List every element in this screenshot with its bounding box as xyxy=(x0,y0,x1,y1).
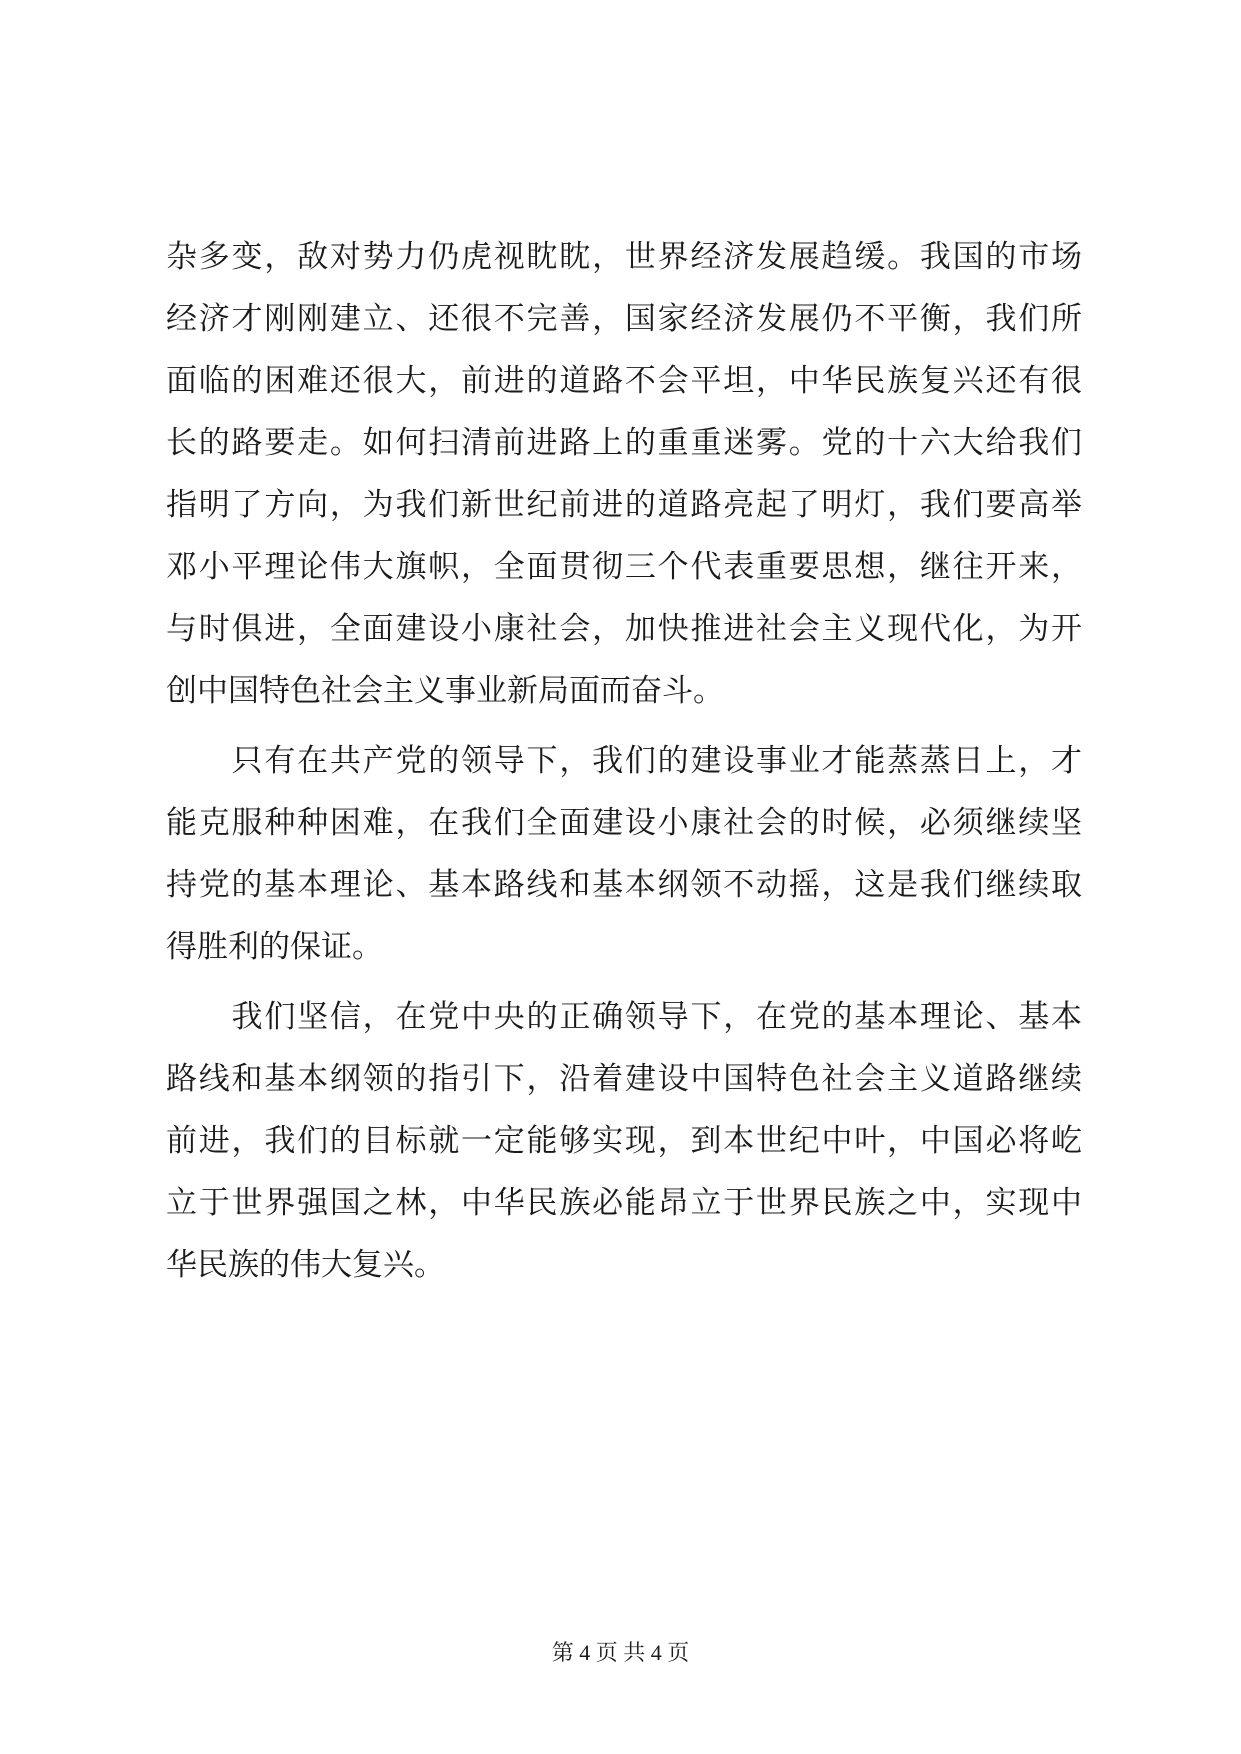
paragraph xyxy=(166,730,1082,978)
text-line: 前进，我们的目标就一定能够实现，到本世纪中叶，中国必将屹 xyxy=(166,1123,1082,1159)
text-line: 路线和基本纲领的指引下，沿着建设中国特色社会主义道路继续 xyxy=(166,1061,1082,1097)
paragraph-spacer xyxy=(166,978,1082,986)
text-line: 得胜利的保证。 xyxy=(166,929,383,965)
text-line: 能克服种种困难，在我们全面建设小康社会的时候，必须继续坚 xyxy=(166,805,1082,841)
text-line: 立于世界强国之林，中华民族必能昂立于世界民族之中，实现中 xyxy=(166,1185,1082,1221)
text-line: 邓小平理论伟大旗帜，全面贯彻三个代表重要思想，继往开来， xyxy=(166,549,1082,585)
text-line: 长的路要走。如何扫清前进路上的重重迷雾。党的十六大给我们 xyxy=(166,425,1082,461)
paragraph-spacer xyxy=(166,722,1082,730)
text-line: 经济才刚刚建立、还很不完善，国家经济发展仍不平衡，我们所 xyxy=(166,301,1082,337)
page-number-footer: 第 4 页 共 4 页 xyxy=(551,1640,690,1665)
text-line: 我们坚信，在党中央的正确领导下，在党的基本理论、基本 xyxy=(166,999,1082,1035)
text-line: 面临的困难还很大，前进的道路不会平坦，中华民族复兴还有很 xyxy=(166,363,1082,399)
document-body xyxy=(166,226,1082,1296)
text-line: 与时俱进，全面建设小康社会，加快推进社会主义现代化，为开 xyxy=(166,611,1082,647)
text-line: 只有在共产党的领导下，我们的建设事业才能蒸蒸日上，才 xyxy=(166,743,1082,779)
text-line: 持党的基本理论、基本路线和基本纲领不动摇，这是我们继续取 xyxy=(166,867,1082,903)
paragraph xyxy=(166,226,1082,722)
text-line: 创中国特色社会主义事业新局面而奋斗。 xyxy=(166,673,724,709)
text-line: 指明了方向，为我们新世纪前进的道路亮起了明灯，我们要高举 xyxy=(166,487,1082,523)
text-line: 华民族的伟大复兴。 xyxy=(166,1247,445,1283)
paragraph xyxy=(166,986,1082,1296)
text-line: 杂多变，敌对势力仍虎视眈眈，世界经济发展趋缓。我国的市场 xyxy=(166,239,1082,275)
